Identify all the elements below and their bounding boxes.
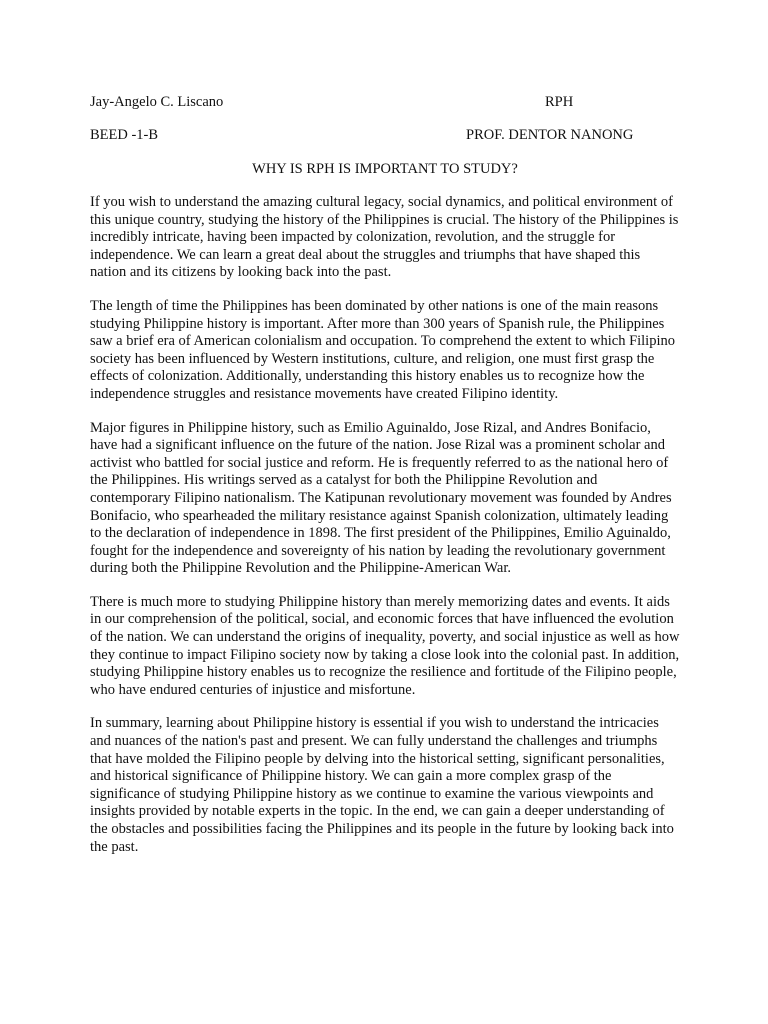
paragraph-4: There is much more to studying Philippine history than merely memorizing dates and events. It aids in our comprehension of the political, social, and economic forces that have influenced the evolution of the nation. We can understand the origins of inequality, poverty, and social injustice as well as how they continue to impact Filipino society now by taking a close look into the colonial past. In addition, studying Philippine history enables us to recognize the resilience and fortitude of the Filipino people, who have endured centuries of injustice and misfortune. — [90, 593, 680, 698]
header-row-2 — [90, 127, 690, 147]
author-name: Jay-Angelo C. Liscano — [90, 94, 224, 110]
document-title: WHY IS RPH IS IMPORTANT TO STUDY? — [252, 161, 518, 177]
paragraph-5: In summary, learning about Philippine history is essential if you wish to understand the intricacies and nuances of the nation's past and present. We can fully understand the challenges and triumphs that have molded the Filipino people by delving into the historical setting, significant personalities, and historical significance of Philippine history. We can gain a more complex grasp of the significance of studying Philippine history as we continue to examine the various viewpoints and insights provided by notable experts in the topic. In the end, we can gain a deeper understanding of the obstacles and possibilities facing the Philippines and its people in the future by looking back into the past. — [90, 715, 674, 855]
paragraph-3: Major figures in Philippine history, such as Emilio Aguinaldo, Jose Rizal, and Andres Bonifacio, have had a significant influence on the future of the nation. Jose Rizal was a prominent scholar and activist who battled for social justice and reform. He is frequently referred to as the national hero of the Philippines. His writings served as a catalyst for both the Philippine Revolution and contemporary Filipino nationalism. The Katipunan revolutionary movement was founded by Andres Bonifacio, who spearheaded the military resistance against Spanish colonization, ultimately leading to the declaration of independence in 1898. The first president of the Philippines, Emilio Aguinaldo, fought for the independence and sovereignty of his nation by leading the revolutionary government during both the Philippine Revolution and the Philippine-American War. — [90, 419, 672, 577]
subject-code: RPH — [545, 94, 574, 110]
course-section: BEED -1-B — [90, 127, 159, 143]
paragraph-1: If you wish to understand the amazing cultural legacy, social dynamics, and political environment of this unique country, studying the history of the Philippines is crucial. The history of the Philippines is incredibly intricate, having been impacted by colonization, revolution, and the struggle for independence. We can learn a great deal about the struggles and triumphs that have shaped this nation and its citizens by looking back into the past. — [90, 194, 679, 281]
essay-body — [90, 194, 680, 872]
header-row-1 — [90, 94, 690, 114]
professor-name: PROF. DENTOR NANONG — [466, 127, 634, 143]
paragraph-2: The length of time the Philippines has been dominated by other nations is one of the main reasons studying Philippine history is important. After more than 300 years of Spanish rule, the Philippines saw a brief era of American colonialism and occupation. To comprehend the extent to which Filipino society has been influenced by Western institutions, culture, and religion, one must first grasp the effects of colonization. Additionally, understanding this history enables us to recognize how the independence struggles and resistance movements have created Filipino identity. — [90, 297, 675, 402]
